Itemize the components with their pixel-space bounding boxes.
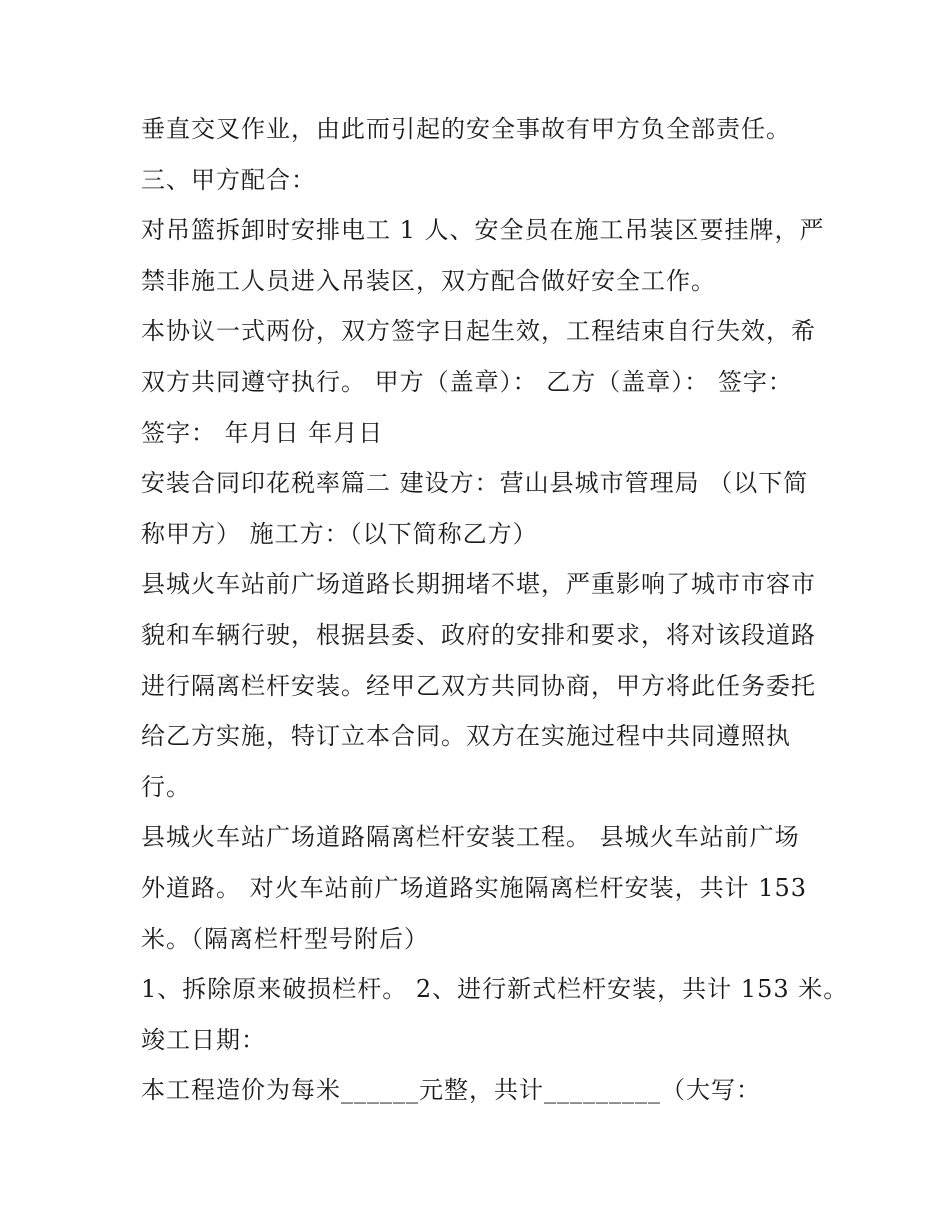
text-line: 米。（隔离栏杆型号附后） — [141, 924, 429, 953]
text-line: 进行隔离栏杆安装。经甲乙双方共同协商，甲方将此任务委托 — [141, 671, 816, 700]
text-line: 行。 — [141, 772, 191, 801]
text-line: 本协议一式两份，双方签字日起生效，工程结束自行失效，希 — [141, 317, 816, 346]
document-body — [141, 104, 849, 1116]
text-line: 1、拆除原来破损栏杆。 2、进行新式栏杆安装，共计 153 米。 — [141, 975, 849, 1004]
text-line: 貌和车辆行驶，根据县委、政府的安排和要求，将对该段道路 — [141, 620, 816, 649]
signature-line: 签字： 年月日 年月日 — [141, 418, 384, 447]
text-line: 县城火车站广场道路隔离栏杆安装工程。 县城火车站前广场 — [141, 823, 800, 852]
text-line: 县城火车站前广场道路长期拥堵不堪，严重影响了城市市容市 — [141, 570, 816, 599]
text-line: 安装合同印花税率篇二 建设方：营山县城市管理局 （以下简 — [141, 469, 809, 498]
text-line: 外道路。 对火车站前广场道路实施隔离栏杆安装，共计 153 — [141, 873, 808, 902]
text-line: 称甲方） 施工方：（以下简称乙方） — [141, 519, 538, 548]
text-line: 竣工日期： — [141, 1025, 266, 1054]
text-line: 给乙方实施，特订立本合同。双方在实施过程中共同遵照执 — [141, 722, 791, 751]
text-line: 双方共同遵守执行。 甲方（盖章）： 乙方（盖章）： 签字： — [141, 367, 793, 396]
text-line: 本工程造价为每米______元整，共计_________（大写： — [141, 1076, 761, 1105]
text-line: 垂直交叉作业，由此而引起的安全事故有甲方负全部责任。 — [141, 115, 791, 143]
text-line: 禁非施工人员进入吊装区，双方配合做好安全工作。 — [141, 266, 716, 295]
section-heading: 三、甲方配合： — [141, 165, 316, 194]
text-line: 对吊篮拆卸时安排电工 1 人、安全员在施工吊装区要挂牌，严 — [141, 216, 825, 245]
